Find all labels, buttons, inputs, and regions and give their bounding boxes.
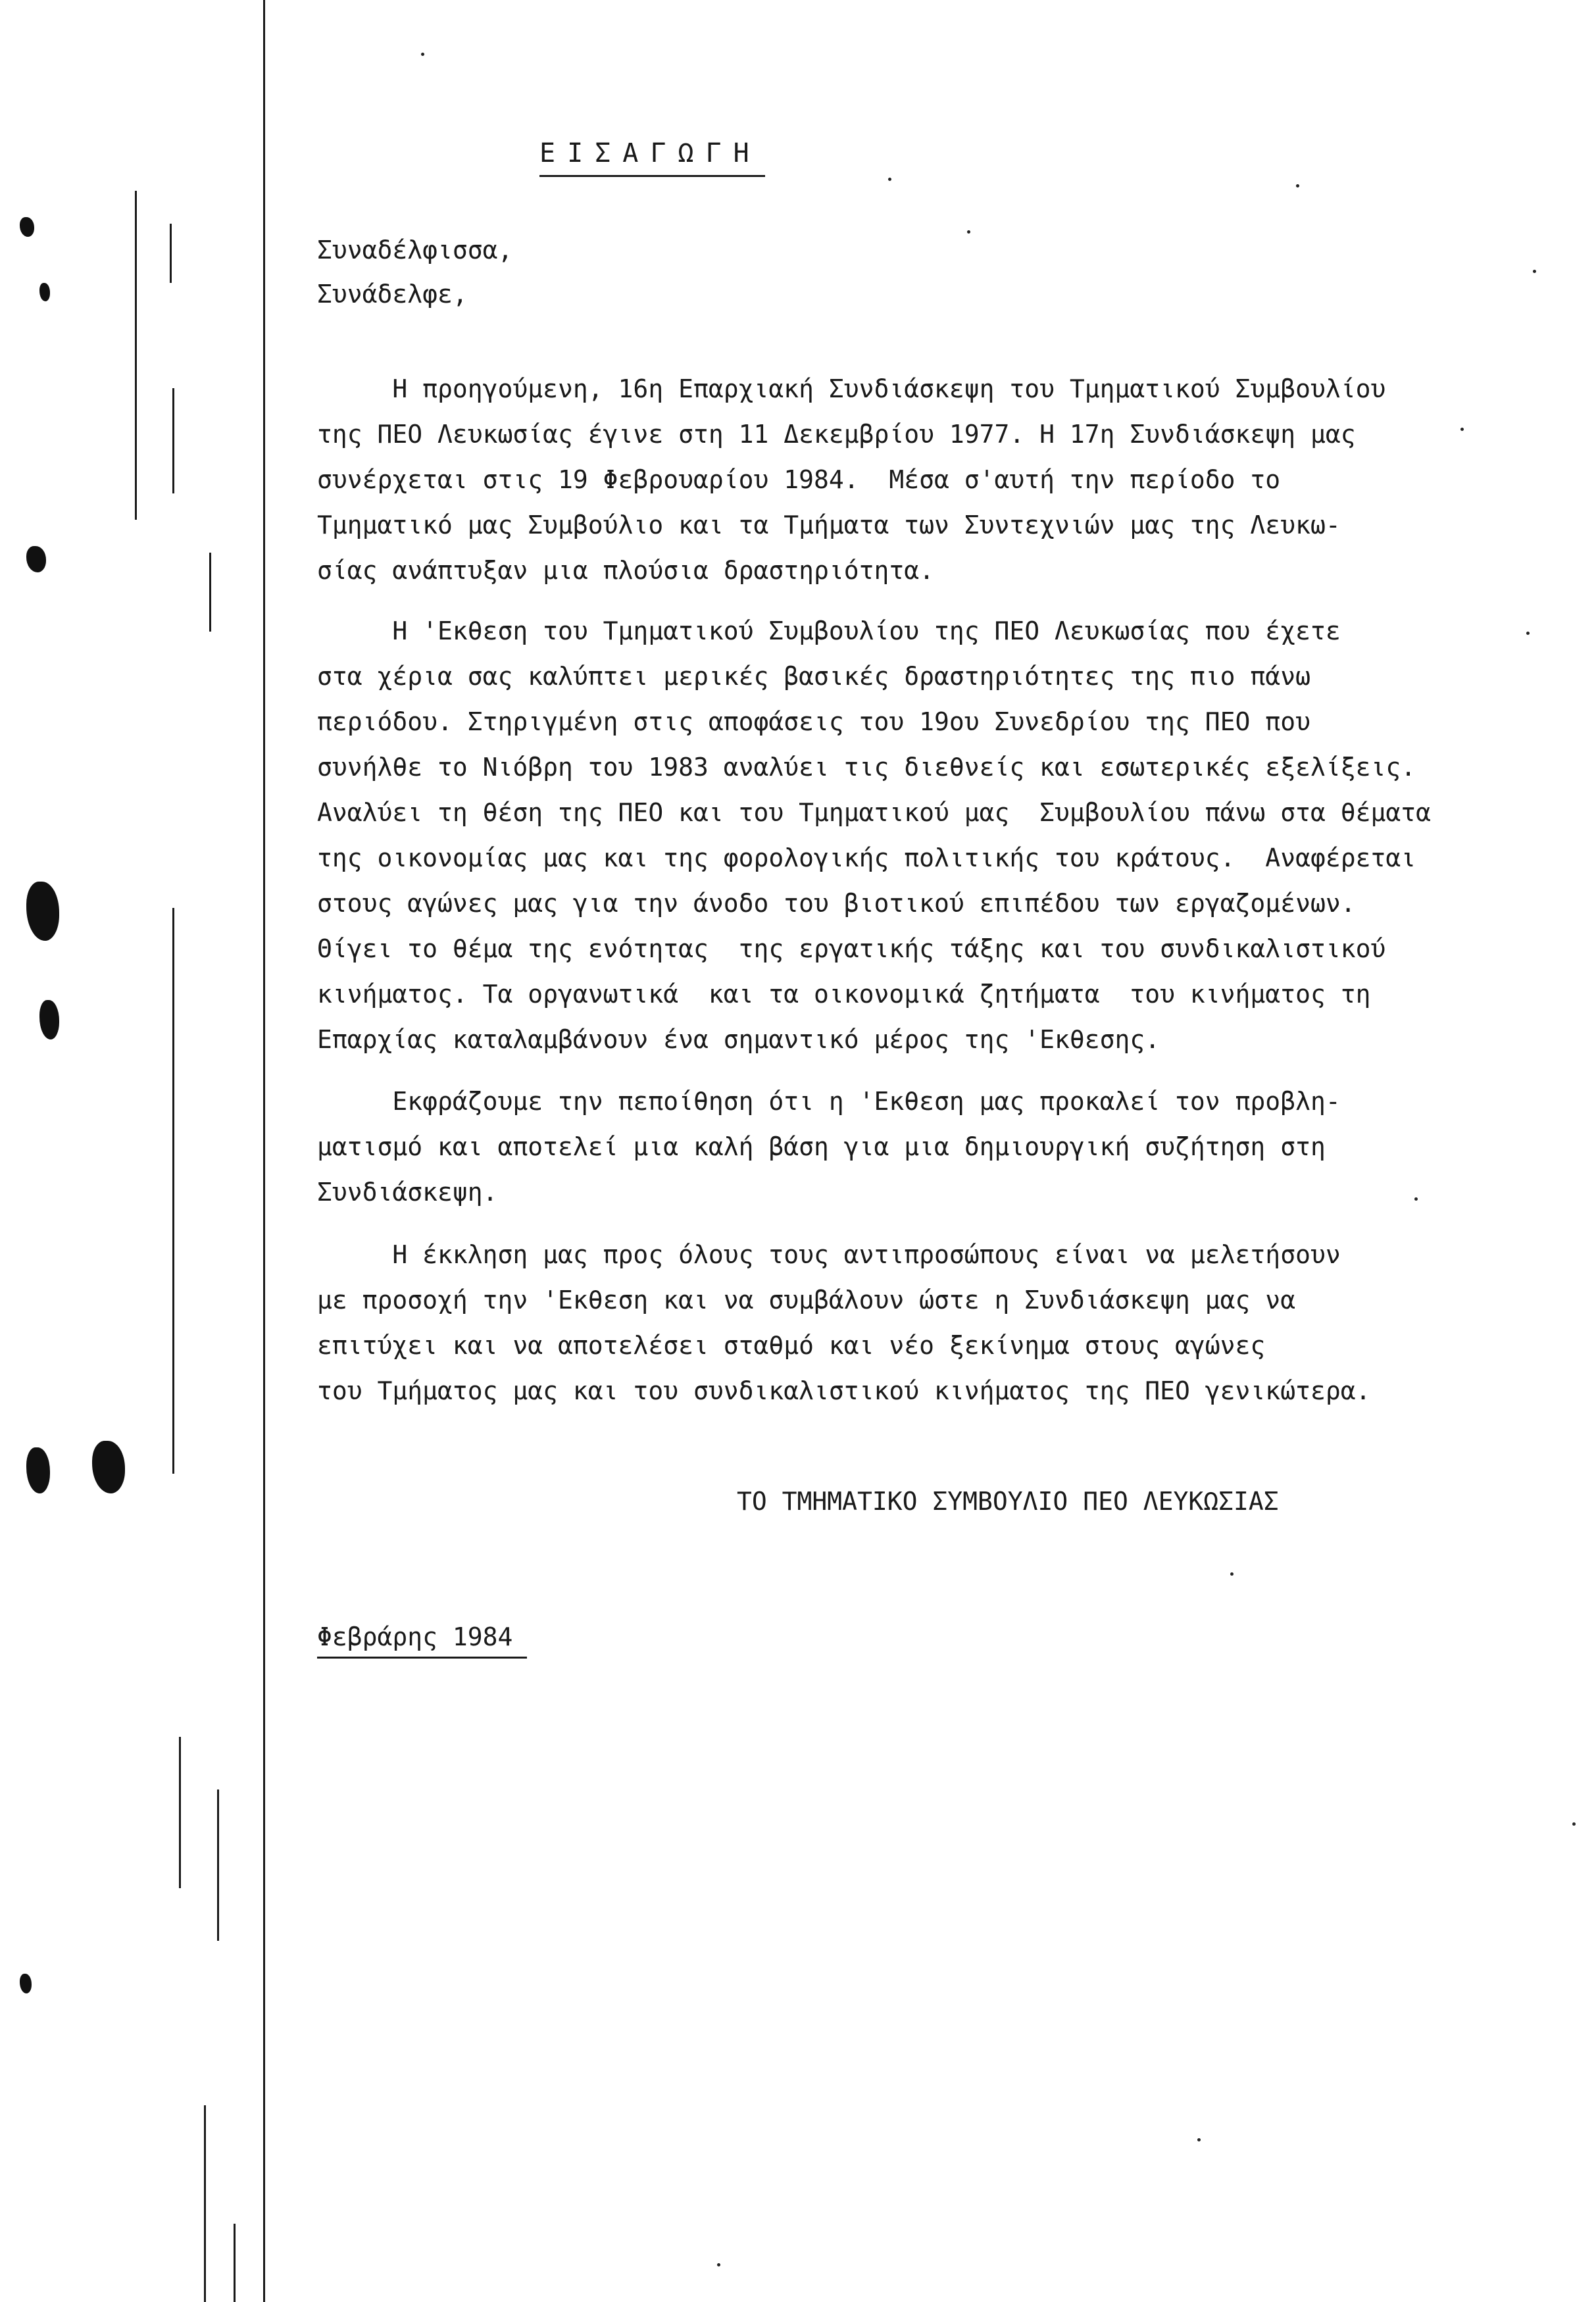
paragraph-line: περιόδου. Στηριγμένη στις αποφάσεις του 19ου Συνεδρίου της ΠΕΟ που bbox=[317, 707, 1310, 736]
scan-speck bbox=[717, 2263, 720, 2266]
scan-speck bbox=[1526, 632, 1530, 635]
scan-speck bbox=[1197, 2138, 1201, 2141]
paragraph-line: Θίγει το θέμα της ενότητας της εργατικής τάξης και του συνδικαλιστικού bbox=[317, 934, 1386, 963]
scan-speck bbox=[967, 230, 970, 234]
paragraph-line: Η 'Εκθεση του Τμηματικού Συμβουλίου της ΠΕΟ Λευκωσίας που έχετε bbox=[317, 616, 1341, 645]
paragraph-line: Συνδιάσκεψη. bbox=[317, 1178, 498, 1207]
binding-mark bbox=[135, 191, 137, 520]
paragraph-4 bbox=[317, 1232, 1449, 1414]
paragraph-line: συνήλθε το Νιόβρη του 1983 αναλύει τις διεθνείς και εσωτερικές εξελίξεις. bbox=[317, 753, 1416, 782]
scan-speck bbox=[1460, 428, 1464, 431]
document-title: ΕΙΣΑΓΩΓΗ bbox=[539, 138, 765, 177]
paragraph-line: Η έκκληση μας προς όλους τους αντιπροσώπους είναι να μελετήσουν bbox=[317, 1240, 1341, 1269]
paragraph-line: Τμηματικό μας Συμβούλιο και τα Τμήματα των Συντεχνιών μας της Λευκω- bbox=[317, 511, 1341, 539]
binding-mark bbox=[170, 224, 172, 283]
paragraph-line: Η προηγούμενη, 16η Επαρχιακή Συνδιάσκεψη του Τμηματικού Συμβουλίου bbox=[317, 374, 1386, 403]
paragraph-line: συνέρχεται στις 19 Φεβρουαρίου 1984. Μέσα σ'αυτή την περίοδο το bbox=[317, 465, 1281, 494]
salutation-female: Συναδέλφισσα, bbox=[317, 236, 513, 264]
binding-mark bbox=[179, 1737, 181, 1888]
binding-mark bbox=[172, 388, 174, 493]
binding-mark bbox=[204, 2105, 206, 2302]
paragraph-line: Επαρχίας καταλαμβάνουν ένα σημαντικό μέρος της 'Εκθεσης. bbox=[317, 1025, 1160, 1054]
paragraph-line: κινήματος. Τα οργανωτικά και τα οικονομικά ζητήματα του κινήματος τη bbox=[317, 980, 1371, 1009]
scan-blot bbox=[26, 546, 46, 572]
paragraph-line: στους αγώνες μας για την άνοδο του βιοτικού επιπέδου των εργαζομένων. bbox=[317, 889, 1356, 918]
scan-blot bbox=[92, 1441, 125, 1493]
binding-mark bbox=[217, 1789, 219, 1941]
scan-speck bbox=[421, 53, 424, 56]
paragraph-line: με προσοχή την 'Εκθεση και να συμβάλουν ώστε η Συνδιάσκεψη μας να bbox=[317, 1286, 1296, 1314]
scan-speck bbox=[1230, 1572, 1234, 1576]
margin-line bbox=[263, 0, 265, 2302]
binding-mark bbox=[172, 908, 174, 1474]
paragraph-line: Εκφράζουμε την πεποίθηση ότι η 'Εκθεση μας προκαλεί τον προβλη- bbox=[317, 1087, 1341, 1116]
salutation-male: Συνάδελφε, bbox=[317, 280, 468, 309]
paragraph-line: της ΠΕΟ Λευκωσίας έγινε στη 11 Δεκεμβρίου 1977. Η 17η Συνδιάσκεψη μας bbox=[317, 420, 1356, 449]
signature-line: ΤΟ ΤΜΗΜΑΤΙΚΟ ΣΥΜΒΟΥΛΙΟ ΠΕΟ ΛΕΥΚΩΣΙΑΣ bbox=[737, 1487, 1279, 1516]
scan-blot bbox=[39, 1000, 59, 1039]
paragraph-1 bbox=[317, 366, 1449, 593]
scan-speck bbox=[1533, 270, 1536, 273]
paragraph-2 bbox=[317, 609, 1449, 1063]
scan-blot bbox=[26, 882, 59, 941]
paragraph-line: της οικονομίας μας και της φορολογικής πολιτικής του κράτους. Αναφέρεται bbox=[317, 843, 1416, 872]
paragraph-3 bbox=[317, 1079, 1449, 1215]
scan-blot bbox=[20, 1974, 32, 1993]
paragraph-line: ματισμό και αποτελεί μια καλή βάση για μια δημιουργική συζήτηση στη bbox=[317, 1132, 1326, 1161]
paragraph-line: Αναλύει τη θέση της ΠΕΟ και του Τμηματικού μας Συμβουλίου πάνω στα θέματα bbox=[317, 798, 1431, 827]
binding-mark bbox=[209, 553, 211, 632]
scan-speck bbox=[888, 178, 891, 181]
paragraph-line: σίας ανάπτυξαν μια πλούσια δραστηριότητα. bbox=[317, 556, 934, 585]
binding-mark bbox=[234, 2224, 236, 2302]
scan-blot bbox=[20, 217, 34, 237]
document-date: Φεβράρης 1984 bbox=[317, 1622, 527, 1659]
paragraph-line: του Τμήματος μας και του συνδικαλιστικού κινήματος της ΠΕΟ γενικώτερα. bbox=[317, 1376, 1371, 1405]
scan-speck bbox=[1572, 1822, 1576, 1826]
paragraph-line: στα χέρια σας καλύπτει μερικές βασικές δραστηριότητες της πιο πάνω bbox=[317, 662, 1310, 691]
scan-blot bbox=[39, 283, 50, 301]
scan-speck bbox=[1296, 184, 1299, 188]
paragraph-line: επιτύχει και να αποτελέσει σταθμό και νέο ξεκίνημα στους αγώνες bbox=[317, 1331, 1266, 1360]
scan-blot bbox=[26, 1447, 50, 1493]
